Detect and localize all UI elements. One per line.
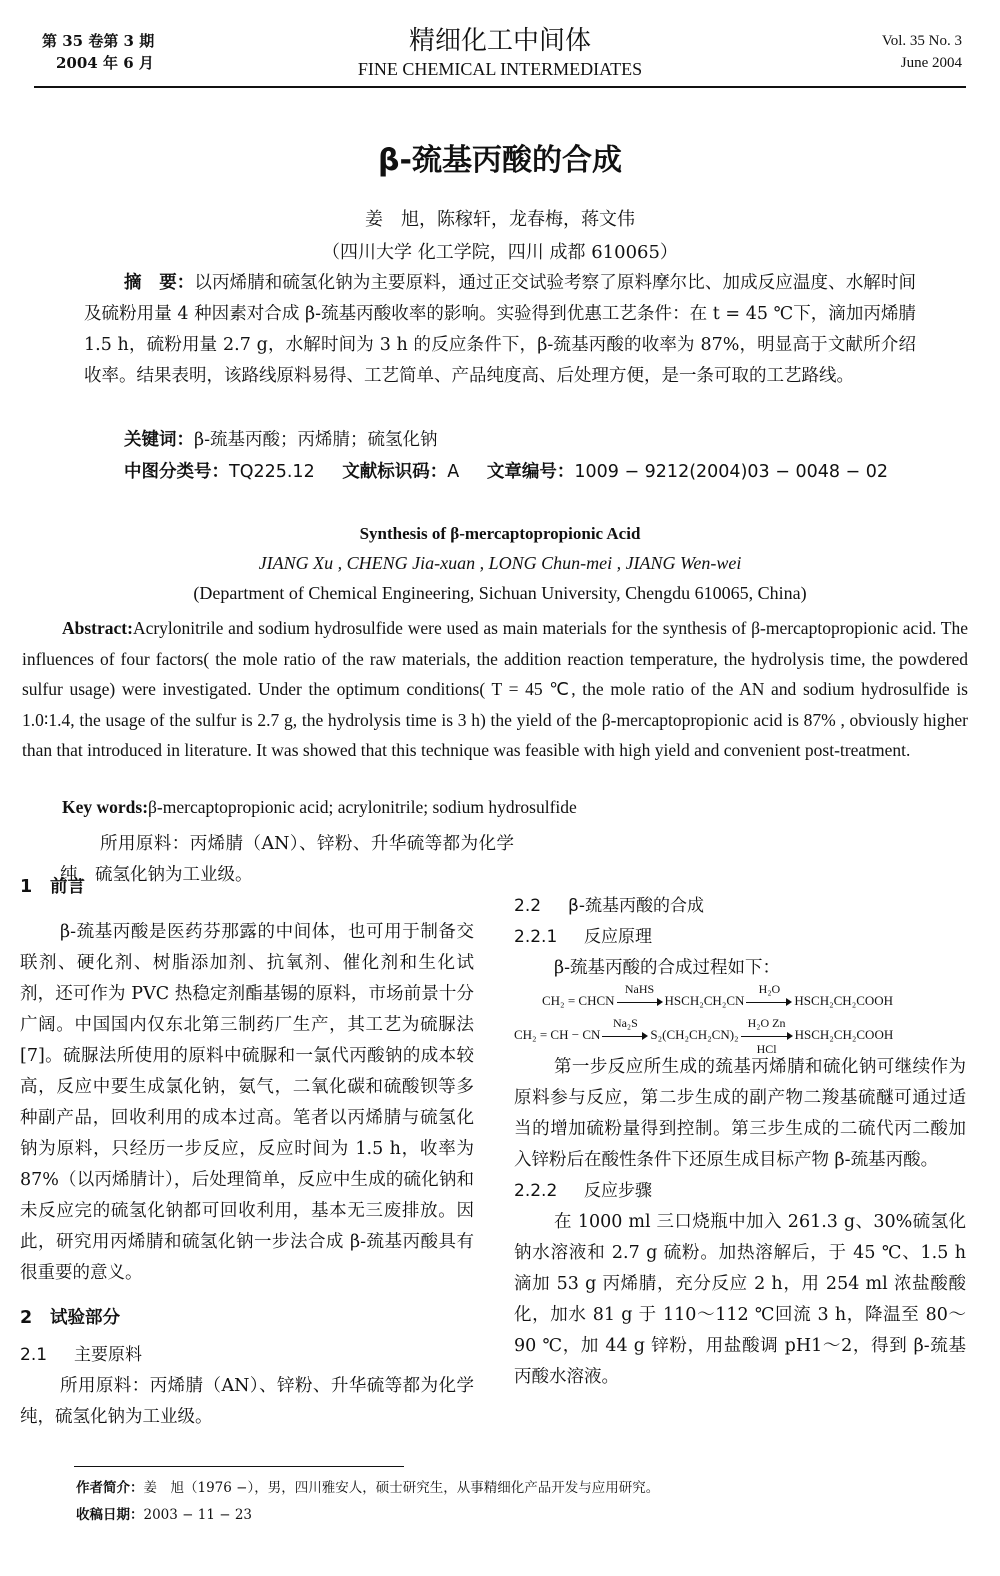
english-abstract-text: Acrylonitrile and sodium hydrosulfide were used as main materials for the synthesis of β-mercaptopropionic acid. The influences of four factors( the mole ratio of the raw materials, the addition reaction temperature, the hydrolysis time, the powdered sulfur usage) were investigated. Under the optimum conditions( T = 45 ℃, the mole ratio of the AN and sodium hydrosulfide is 1.0∶1.4, the usage of the sulfur is 2.7 g, the hydrolysis time is 3 h) the yield of the β-mercaptopropionic acid is 87% , obviously higher than that introduced in literature. It was showed that this technique was feasible with high yield and convenient post-treatment. — [22, 618, 968, 760]
rxn2-reactant: CH₂ = CH − CN — [514, 1027, 601, 1042]
keywords-text: β-巯基丙酸；丙烯腈；硫氢化钠 — [194, 430, 438, 450]
rxn2-condition-2-bottom: HCl — [756, 1042, 777, 1057]
section-2-1-title: 主要原料 — [74, 1345, 142, 1365]
materials-text-continued: 所用原料：丙烯腈（AN）、锌粉、升华硫等都为化学纯，硫氢化钠为工业级。 — [60, 834, 514, 885]
section-2-heading — [20, 1303, 474, 1334]
rxn2-condition-1: Na₂S — [612, 1016, 638, 1031]
reaction-equation-1 — [514, 984, 966, 1018]
section-1-paragraph: β-巯基丙酸是医药芬那露的中间体，也可用于制备交联剂、硬化剂、树脂添加剂、抗氧剂、催化剂和生化试剂，还可作为 PVC 热稳定剂酯基锡的原料，市场前景十分广阔。中国国内仅东北第三制药厂生产，其工艺为硫脲法[7]。硫脲法所使用的原料中硫脲和一氯代丙酸钠的成本较高，反应中要生成氯化钠，氨气，二氧化碳和硫酸钡等多种副产品，回收利用的成本过高。笔者以丙烯腈与硫氢化钠为原料，只经历一步反应，反应时间为 1.5 h，收率为 87%（以丙烯腈计），后处理简单，反应中生成的硫化钠和未反应完的硫氢化钠都可回收利用，基本无三废排放。因此，研究用丙烯腈和硫氢化钠一步法合成 β-巯基丙酸具有很重要的意义。 — [20, 922, 474, 1283]
rxn2-arrow-1 — [602, 1016, 648, 1042]
article-affiliation: （四川大学 化工学院，四川 成都 610065） — [322, 242, 678, 263]
rxn1-arrow-1 — [617, 982, 663, 1008]
volume-issue-en: Vol. 35 No. 3 — [881, 33, 962, 49]
rxn1-reactant: CH₂ = CHCN — [542, 993, 615, 1008]
article-no-value: 1009 − 9212(2004)03 − 0048 − 02 — [574, 462, 889, 482]
author-bio-text: 姜 旭（1976 −），男，四川雅安人，硕士研究生，从事精细化产品开发与应用研究。 — [143, 1480, 660, 1496]
article-authors: 姜 旭，陈稼轩，龙春梅，蒋文伟 — [365, 209, 635, 230]
english-affiliation: (Department of Chemical Engineering, Sichuan University, Chengdu 610065, China) — [193, 583, 807, 603]
reaction-intro: β-巯基丙酸的合成过程如下： — [554, 958, 781, 978]
section-2-title: 试验部分 — [50, 1308, 120, 1328]
footnote-rule — [74, 1466, 404, 1467]
date-en: June 2004 — [900, 55, 962, 71]
abstract-text: 以丙烯腈和硫氢化钠为主要原料，通过正交试验考察了原料摩尔比、加成反应温度、水解时间及硫粉用量 4 种因素对合成 β-巯基丙酸收率的影响。实验得到优惠工艺条件：在 t = 45 ℃下，滴加丙烯腈 1.5 h，硫粉用量 2.7 g，水解时间为 3 h 的反应条件下，β-巯基丙酸的收率为 87%，明显高于文献所介绍收率。结果表明，该路线原料易得、工艺简单、产品纯度高、后处理方便，是一条可取的工艺路线。 — [84, 273, 917, 386]
received-date — [76, 1505, 252, 1525]
received-label: 收稿日期： — [76, 1507, 144, 1523]
rxn1-product: HSCH₂CH₂COOH — [794, 993, 894, 1008]
clc-label: 中图分类号： — [124, 462, 229, 482]
classification-line — [124, 458, 888, 483]
procedure-paragraph: 在 1000 ml 三口烧瓶中加入 261.3 g、30%硫氢化钠水溶液和 2.7 g 硫粉。加热溶解后，于 45 ℃、1.5 h 滴加 53 g 丙烯腈，充分反应 2 h，用 254 ml 浓盐酸酸化，加水 81 g 于 110～112 ℃回流 3 h，降温至 80～90 ℃，加 44 g 锌粉，用盐酸调 pH1～2，得到 β-巯基丙酸水溶液。 — [514, 1212, 966, 1387]
section-2-2-2-heading — [514, 1176, 966, 1207]
rxn1-condition-2: H₂O — [758, 982, 781, 997]
section-1-number: 1 — [20, 877, 33, 897]
english-keywords-label: Key words: — [62, 797, 149, 817]
section-2-2-number: 2.2 — [514, 896, 542, 916]
journal-name-cn: 精细化工中间体 — [408, 26, 591, 56]
received-value: 2003 − 11 − 23 — [143, 1507, 253, 1523]
header-rule — [34, 86, 966, 88]
abstract-label: 摘 要： — [124, 273, 195, 293]
rxn2-intermediate: S₂(CH₂CH₂CN)₂ — [650, 1027, 739, 1042]
section-2-2-heading — [514, 891, 966, 922]
section-2-2-1-title: 反应原理 — [584, 927, 652, 947]
section-2-2-title: β-巯基丙酸的合成 — [568, 896, 704, 916]
english-keywords-text: β-mercaptopropionic acid; acrylonitrile; sodium hydrosulfide — [148, 797, 577, 817]
article-no-label: 文章编号： — [486, 462, 575, 482]
rxn1-condition-1: NaHS — [624, 982, 655, 997]
reaction-explanation: 第一步反应所生成的巯基丙烯腈和硫化钠可继续作为原料参与反应，第二步生成的副产物二羧基硫醚可通过适当的增加硫粉量得到控制。第三步生成的二硫代丙二酸加入锌粉后在酸性条件下还原生成目标产物 β-巯基丙酸。 — [514, 1057, 966, 1170]
rxn2-condition-2-top: H₂O Zn — [747, 1016, 786, 1031]
volume-issue-cn: 第 35 卷第 3 期 — [42, 32, 155, 50]
abstract-cn — [84, 268, 916, 392]
english-abstract-label: Abstract: — [62, 618, 133, 638]
rxn2-product: HSCH₂CH₂COOH — [794, 1027, 894, 1042]
section-2-1-number: 2.1 — [20, 1345, 48, 1365]
article-title: β-巯基丙酸的合成 — [378, 143, 622, 178]
rxn1-intermediate: HSCH₂CH₂CN — [664, 993, 745, 1008]
rxn2-arrow-2 — [741, 1016, 793, 1057]
doc-code-value: A — [447, 462, 460, 482]
section-2-1-paragraph-start — [20, 1371, 474, 1427]
section-2-2-1-number: 2.2.1 — [514, 927, 558, 947]
body-left-column — [20, 860, 474, 1427]
section-1-title: 前言 — [50, 877, 85, 897]
header-center — [34, 24, 966, 80]
english-abstract — [22, 613, 968, 766]
materials-text: 所用原料：丙烯腈（AN）、锌粉、升华硫等都为化学纯，硫氢化钠为工业级。 — [20, 1376, 474, 1427]
english-authors: JIANG Xu , CHENG Jia-xuan , LONG Chun-mei , JIANG Wen-wei — [258, 553, 742, 573]
english-keywords — [62, 797, 577, 818]
reaction-equation-2 — [514, 1016, 966, 1057]
english-title: Synthesis of β-mercaptopropionic Acid — [359, 524, 641, 543]
journal-header — [34, 24, 966, 86]
rxn1-arrow-2 — [746, 982, 792, 1008]
clc-value: TQ225.12 — [229, 462, 315, 482]
keywords-cn — [124, 426, 438, 451]
section-2-number: 2 — [20, 1308, 33, 1328]
doc-code-label: 文献标识码： — [342, 462, 448, 482]
date-cn: 2004 年 6 月 — [56, 54, 154, 72]
section-2-2-1-heading — [514, 922, 966, 953]
section-2-2-2-number: 2.2.2 — [514, 1181, 558, 1201]
header-right — [882, 30, 962, 74]
section-2-1-heading — [20, 1340, 474, 1371]
section-2-2-2-title: 反应步骤 — [584, 1181, 652, 1201]
author-bio — [76, 1478, 659, 1498]
author-bio-label: 作者简介： — [76, 1480, 144, 1496]
keywords-label: 关键词： — [124, 430, 194, 450]
journal-name-en: FINE CHEMICAL INTERMEDIATES — [357, 59, 643, 79]
